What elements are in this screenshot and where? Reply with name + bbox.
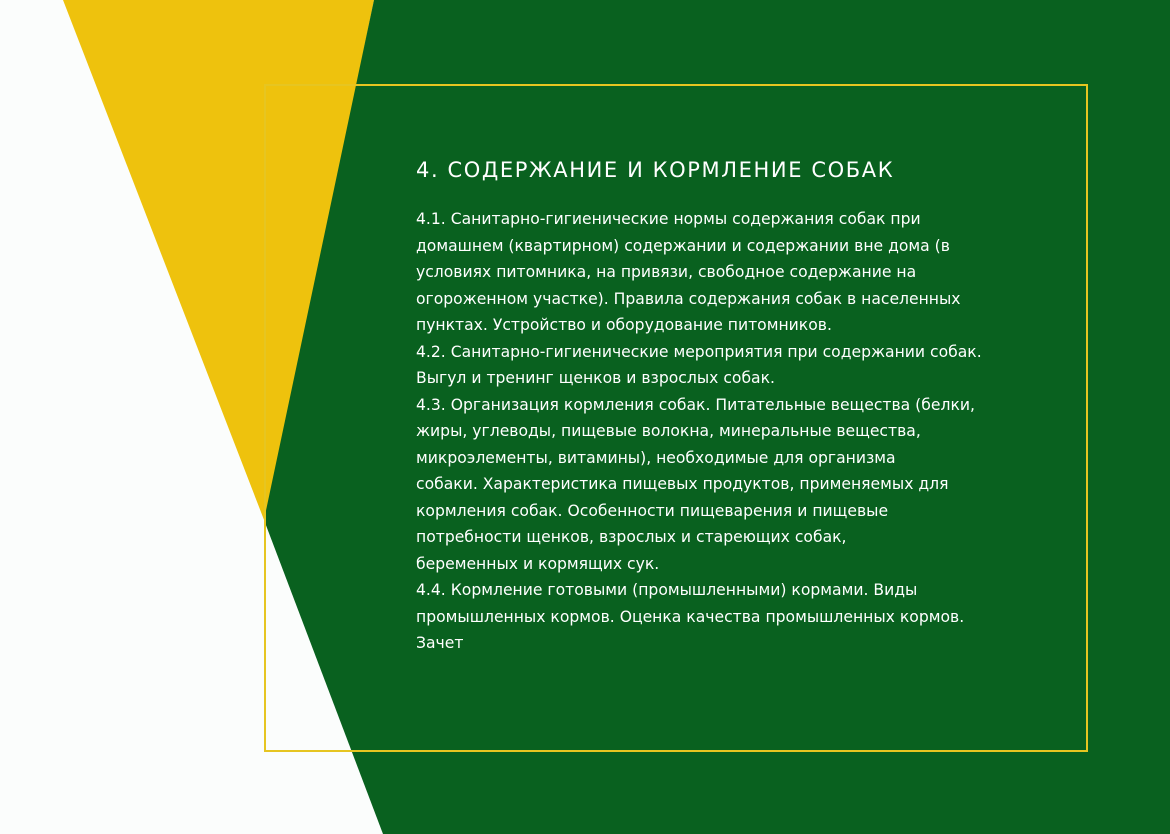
text-line-10: микроэлементы, витамины), необходимые для организма [416, 448, 896, 467]
text-line-3: условиях питомника, на привязи, свободное содержание на [416, 263, 917, 281]
text-line-12: кормления собак. Особенности пищеварения и пищевые [416, 501, 889, 520]
text-line-8: 4.3. Организация кормления собак. Питательные вещества (белки, [416, 395, 975, 414]
section-heading: 4. СОДЕРЖАНИЕ И КОРМЛЕНИЕ СОБАК [416, 158, 895, 182]
text-line-16: промышленных кормов. Оценка качества промышленных кормов. [416, 607, 965, 626]
text-line-4: огороженном участке). Правила содержания собак в населенных [416, 289, 961, 308]
text-line-11: собаки. Характеристика пищевых продуктов, применяемых для [416, 475, 949, 493]
text-line-7: Выгул и тренинг щенков и взрослых собак. [416, 369, 775, 387]
text-line-1: 4.1. Санитарно-гигиенические нормы содержания собак при [416, 210, 921, 228]
text-line-2: домашнем (квартирном) содержании и содержании вне дома (в [416, 236, 950, 255]
text-line-17: Зачет [416, 634, 464, 652]
text-line-13: потребности щенков, взрослых и стареющих собак, [416, 528, 847, 546]
text-line-15: 4.4. Кормление готовыми (промышленными) кормами. Виды [416, 581, 918, 599]
text-line-6: 4.2. Санитарно-гигиенические мероприятия при содержании собак. [416, 342, 982, 361]
text-line-5: пунктах. Устройство и оборудование питомников. [416, 316, 832, 334]
section-content [416, 156, 1036, 657]
text-line-14: беременных и кормящих сук. [416, 554, 660, 573]
text-line-9: жиры, углеводы, пищевые волокна, минеральные вещества, [416, 422, 921, 440]
